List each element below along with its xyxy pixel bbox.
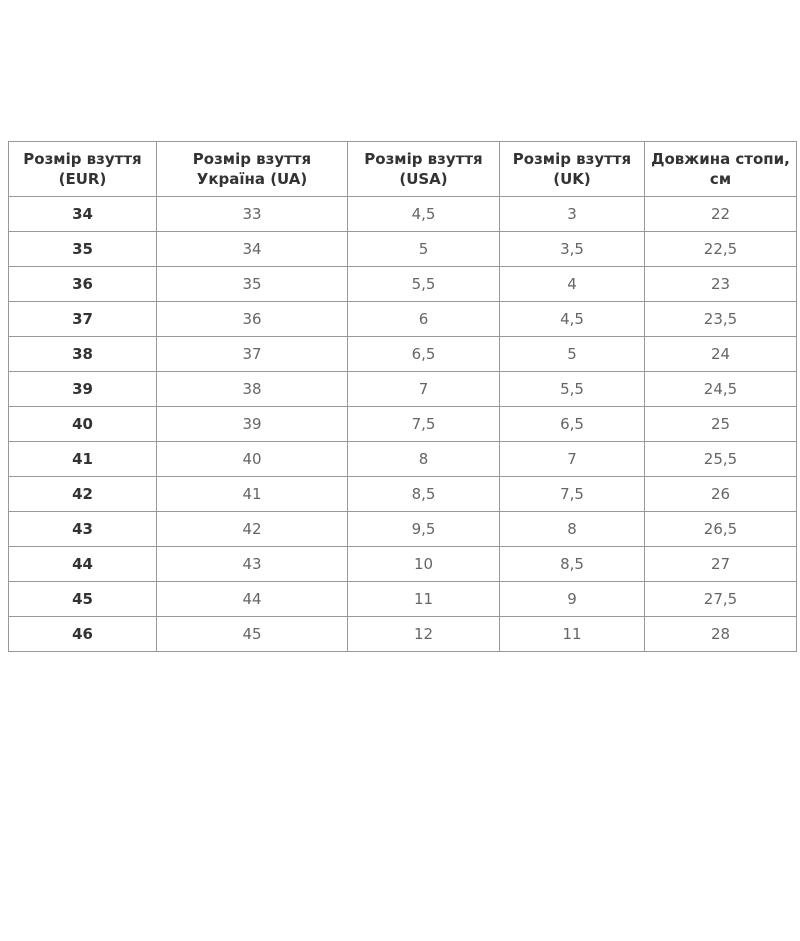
cell-ua: 36 xyxy=(157,302,348,337)
cell-uk: 7 xyxy=(500,442,645,477)
cell-foot-length: 27,5 xyxy=(645,582,797,617)
cell-eur: 42 xyxy=(9,477,157,512)
header-usa-line2: (USA) xyxy=(399,170,448,188)
cell-foot-length: 24,5 xyxy=(645,372,797,407)
header-uk-line1: Розмір взуття xyxy=(512,150,632,168)
cell-uk: 11 xyxy=(500,617,645,652)
header-eur xyxy=(9,142,157,197)
table-header xyxy=(9,142,797,197)
cell-usa: 8,5 xyxy=(348,477,500,512)
cell-usa: 6,5 xyxy=(348,337,500,372)
table-row xyxy=(9,582,797,617)
cell-ua: 33 xyxy=(157,197,348,232)
cell-uk: 5,5 xyxy=(500,372,645,407)
cell-foot-length: 23 xyxy=(645,267,797,302)
cell-eur: 36 xyxy=(9,267,157,302)
cell-ua: 40 xyxy=(157,442,348,477)
cell-eur: 44 xyxy=(9,547,157,582)
header-foot-length-line2: см xyxy=(709,170,732,188)
header-foot-length xyxy=(645,142,797,197)
cell-usa: 6 xyxy=(348,302,500,337)
header-row xyxy=(9,142,797,197)
header-ua-line1: Розмір взуття xyxy=(192,150,312,168)
cell-eur: 43 xyxy=(9,512,157,547)
cell-usa: 7,5 xyxy=(348,407,500,442)
cell-usa: 5 xyxy=(348,232,500,267)
cell-foot-length: 22 xyxy=(645,197,797,232)
table-row xyxy=(9,197,797,232)
cell-usa: 4,5 xyxy=(348,197,500,232)
header-eur-line1: Розмір взуття xyxy=(23,150,142,168)
cell-foot-length: 28 xyxy=(645,617,797,652)
cell-uk: 5 xyxy=(500,337,645,372)
cell-eur: 38 xyxy=(9,337,157,372)
cell-eur: 46 xyxy=(9,617,157,652)
cell-eur: 37 xyxy=(9,302,157,337)
table-row xyxy=(9,477,797,512)
cell-eur: 35 xyxy=(9,232,157,267)
cell-uk: 4 xyxy=(500,267,645,302)
cell-uk: 8,5 xyxy=(500,547,645,582)
cell-eur: 45 xyxy=(9,582,157,617)
cell-usa: 5,5 xyxy=(348,267,500,302)
cell-uk: 9 xyxy=(500,582,645,617)
table-row xyxy=(9,337,797,372)
table-body xyxy=(9,197,797,652)
header-eur-line2: (EUR) xyxy=(58,170,107,188)
cell-foot-length: 24 xyxy=(645,337,797,372)
table-row xyxy=(9,232,797,267)
table-row xyxy=(9,302,797,337)
cell-eur: 34 xyxy=(9,197,157,232)
cell-ua: 37 xyxy=(157,337,348,372)
cell-uk: 8 xyxy=(500,512,645,547)
cell-ua: 41 xyxy=(157,477,348,512)
table-row xyxy=(9,267,797,302)
cell-uk: 3,5 xyxy=(500,232,645,267)
cell-uk: 6,5 xyxy=(500,407,645,442)
table-row xyxy=(9,407,797,442)
table-row xyxy=(9,372,797,407)
cell-uk: 4,5 xyxy=(500,302,645,337)
cell-foot-length: 26 xyxy=(645,477,797,512)
cell-usa: 7 xyxy=(348,372,500,407)
cell-uk: 7,5 xyxy=(500,477,645,512)
cell-uk: 3 xyxy=(500,197,645,232)
cell-foot-length: 23,5 xyxy=(645,302,797,337)
header-ua xyxy=(157,142,348,197)
table-row xyxy=(9,547,797,582)
header-usa xyxy=(348,142,500,197)
header-usa-line1: Розмір взуття xyxy=(364,150,483,168)
table-row xyxy=(9,512,797,547)
cell-usa: 9,5 xyxy=(348,512,500,547)
cell-usa: 10 xyxy=(348,547,500,582)
cell-ua: 38 xyxy=(157,372,348,407)
cell-foot-length: 25,5 xyxy=(645,442,797,477)
cell-foot-length: 22,5 xyxy=(645,232,797,267)
cell-usa: 12 xyxy=(348,617,500,652)
cell-eur: 40 xyxy=(9,407,157,442)
header-uk-line2: (UK) xyxy=(553,170,591,188)
cell-ua: 45 xyxy=(157,617,348,652)
cell-ua: 35 xyxy=(157,267,348,302)
table-row xyxy=(9,617,797,652)
header-foot-length-line1: Довжина стопи, xyxy=(651,150,790,168)
cell-foot-length: 26,5 xyxy=(645,512,797,547)
cell-ua: 42 xyxy=(157,512,348,547)
cell-eur: 39 xyxy=(9,372,157,407)
cell-ua: 34 xyxy=(157,232,348,267)
cell-usa: 8 xyxy=(348,442,500,477)
cell-eur: 41 xyxy=(9,442,157,477)
cell-ua: 43 xyxy=(157,547,348,582)
cell-ua: 39 xyxy=(157,407,348,442)
cell-usa: 11 xyxy=(348,582,500,617)
cell-foot-length: 25 xyxy=(645,407,797,442)
table-row xyxy=(9,442,797,477)
header-ua-line2: Україна (UA) xyxy=(196,170,308,188)
cell-foot-length: 27 xyxy=(645,547,797,582)
cell-ua: 44 xyxy=(157,582,348,617)
shoe-size-conversion-table xyxy=(8,141,797,652)
header-uk xyxy=(500,142,645,197)
